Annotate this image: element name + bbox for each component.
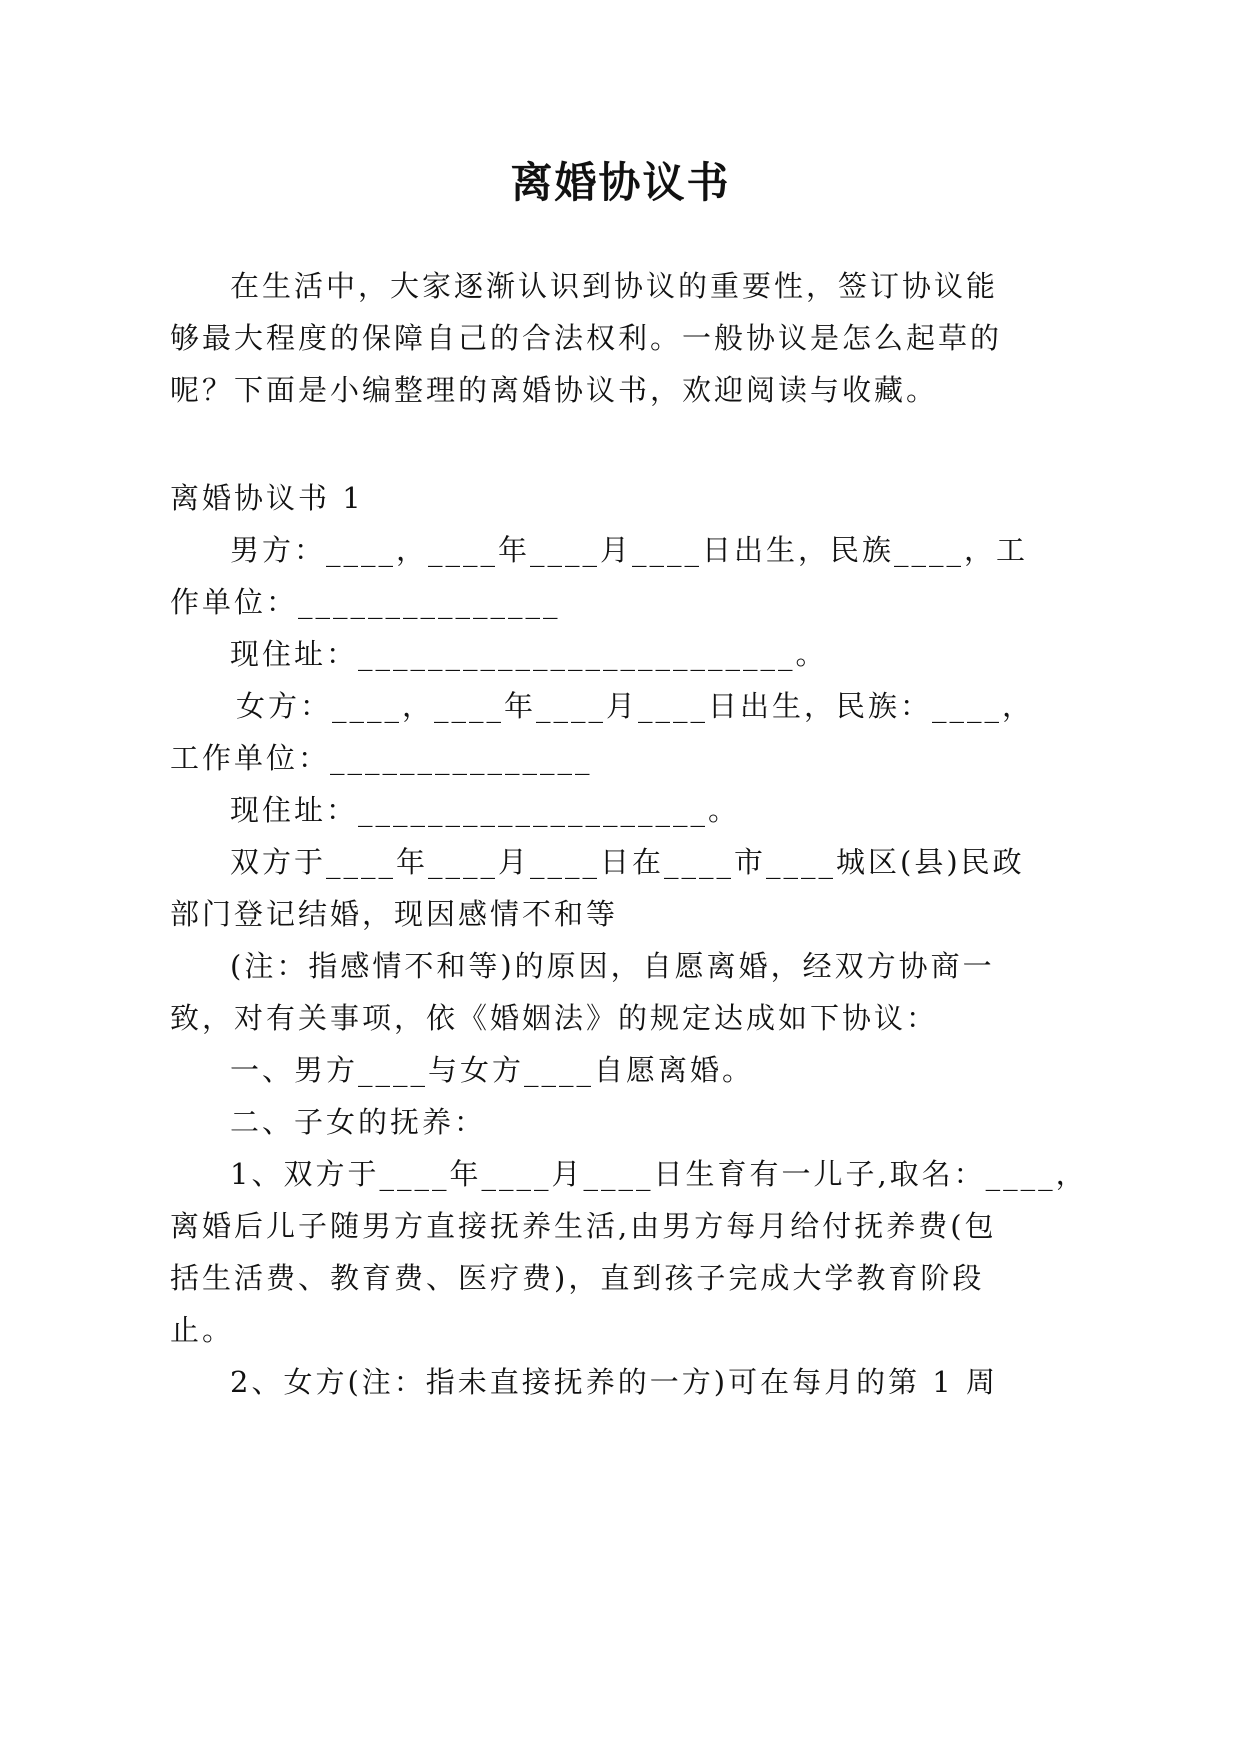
- section-heading: 离婚协议书 1: [170, 481, 364, 515]
- body-line: 离婚后儿子随男方直接抚养生活,由男方每月给付抚养费(包: [170, 1209, 997, 1243]
- intro-line: 呢？下面是小编整理的离婚协议书，欢迎阅读与收藏。: [170, 373, 939, 407]
- intro-line: 在生活中，大家逐渐认识到协议的重要性，签订协议能: [230, 269, 999, 303]
- body-line: 男方：____，____年____月____日出生，民族____，工: [230, 533, 1029, 567]
- body-line: 女方：____，____年____月____日出生，民族：____，: [236, 689, 1035, 723]
- body-line: 止。: [170, 1313, 235, 1347]
- document-title: 离婚协议书: [510, 158, 731, 207]
- body-line: 括生活费、教育费、医疗费)，直到孩子完成大学教育阶段: [170, 1261, 985, 1295]
- body-line: 1、双方于____年____月____日生育有一儿子,取名：____，: [230, 1157, 1088, 1191]
- body-line: 一、男方____与女方____自愿离婚。: [230, 1053, 755, 1087]
- body-line: 致，对有关事项，依《婚姻法》的规定达成如下协议：: [170, 1001, 939, 1035]
- body-line: (注：指感情不和等)的原因，自愿离婚，经双方协商一: [230, 949, 995, 983]
- body-line: 作单位：_______________: [170, 585, 561, 619]
- body-line: 二、子女的抚养：: [230, 1105, 487, 1139]
- body-line: 2、女方(注：指未直接抚养的一方)可在每月的第 1 周: [230, 1365, 998, 1399]
- intro-line: 够最大程度的保障自己的合法权利。一般协议是怎么起草的: [170, 321, 1003, 355]
- body-line: 现住址：_________________________。: [230, 637, 828, 671]
- body-line: 部门登记结婚，现因感情不和等: [170, 897, 619, 931]
- body-line: 工作单位：_______________: [170, 741, 593, 775]
- body-line: 双方于____年____月____日在____市____城区(县)民政: [230, 845, 1025, 879]
- body-line: 现住址：____________________。: [230, 793, 741, 827]
